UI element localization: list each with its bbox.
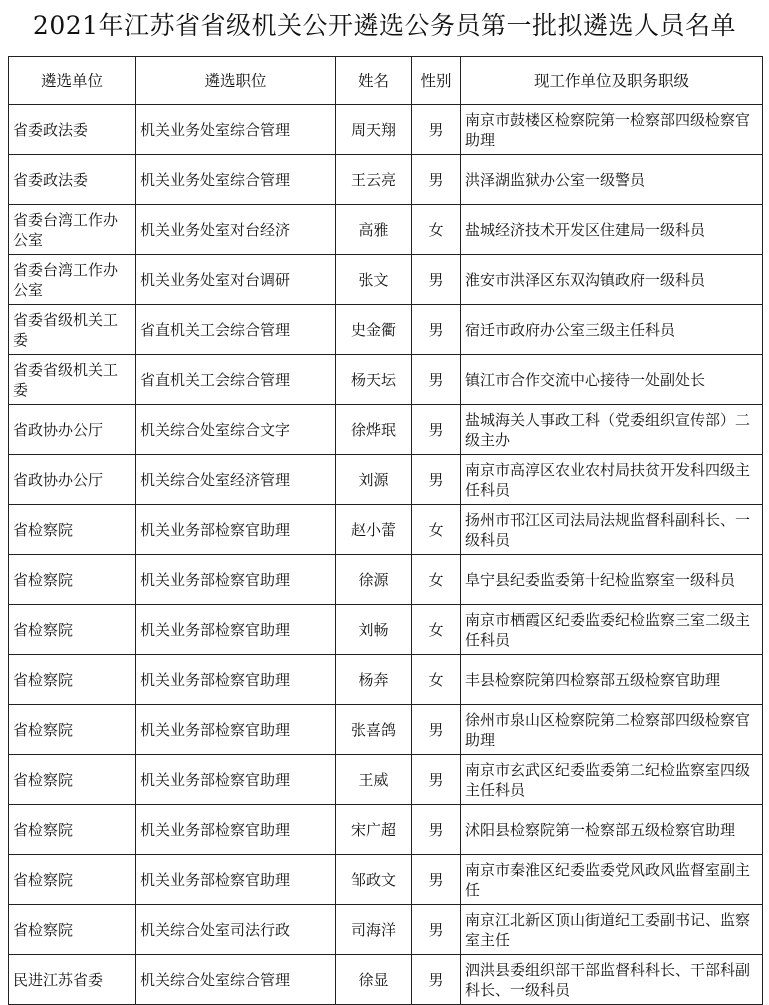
cell-gender: 男 (412, 905, 461, 955)
cell-position: 机关业务部检察官助理 (136, 505, 336, 555)
cell-current-post: 阜宁县纪委监委第十纪检监察室一级科员 (461, 555, 763, 605)
table-row (9, 405, 763, 455)
cell-position: 机关业务部检察官助理 (136, 855, 336, 905)
cell-name: 司海洋 (336, 905, 412, 955)
cell-name: 徐源 (336, 555, 412, 605)
column-header-name: 姓名 (336, 57, 412, 105)
table-row (9, 655, 763, 705)
candidate-table (8, 56, 763, 1005)
cell-current-post: 扬州市邗江区司法局法规监督科副科长、一级科员 (461, 505, 763, 555)
cell-name: 张文 (336, 255, 412, 305)
cell-current-post: 南京市秦淮区纪委监委党风政风监督室副主任 (461, 855, 763, 905)
cell-position: 机关业务处室对台调研 (136, 255, 336, 305)
cell-unit: 省委政法委 (9, 105, 136, 155)
cell-gender: 男 (412, 405, 461, 455)
cell-position: 机关业务处室综合管理 (136, 155, 336, 205)
cell-unit: 省检察院 (9, 855, 136, 905)
cell-unit: 省委台湾工作办公室 (9, 205, 136, 255)
cell-current-post: 盐城海关人事政工科（党委组织宣传部）二级主办 (461, 405, 763, 455)
table-row (9, 155, 763, 205)
header-row (9, 57, 763, 105)
cell-current-post: 南京市栖霞区纪委监委纪检监察三室二级主任科员 (461, 605, 763, 655)
cell-unit: 省检察院 (9, 555, 136, 605)
cell-unit: 省检察院 (9, 605, 136, 655)
cell-position: 机关业务处室综合管理 (136, 105, 336, 155)
table-row (9, 355, 763, 405)
table-row (9, 605, 763, 655)
cell-current-post: 南京市鼓楼区检察院第一检察部四级检察官助理 (461, 105, 763, 155)
table-row (9, 755, 763, 805)
cell-unit: 省政协办公厅 (9, 405, 136, 455)
cell-current-post: 沭阳县检察院第一检察部五级检察官助理 (461, 805, 763, 855)
cell-unit: 省委省级机关工委 (9, 305, 136, 355)
column-header-current-post: 现工作单位及职务职级 (461, 57, 763, 105)
cell-position: 机关业务部检察官助理 (136, 655, 336, 705)
cell-name: 高雅 (336, 205, 412, 255)
table-row (9, 205, 763, 255)
table-row (9, 455, 763, 505)
cell-name: 徐烨珉 (336, 405, 412, 455)
cell-gender: 男 (412, 855, 461, 905)
cell-gender: 男 (412, 755, 461, 805)
cell-unit: 省检察院 (9, 905, 136, 955)
cell-unit: 省委省级机关工委 (9, 355, 136, 405)
cell-current-post: 盐城经济技术开发区住建局一级科员 (461, 205, 763, 255)
cell-name: 王威 (336, 755, 412, 805)
column-header-position: 遴选职位 (136, 57, 336, 105)
cell-name: 徐显 (336, 955, 412, 1005)
cell-unit: 省检察院 (9, 755, 136, 805)
cell-unit: 民进江苏省委 (9, 955, 136, 1005)
cell-unit: 省检察院 (9, 655, 136, 705)
table-row (9, 505, 763, 555)
cell-gender: 女 (412, 655, 461, 705)
cell-name: 宋广超 (336, 805, 412, 855)
table-row (9, 905, 763, 955)
cell-gender: 女 (412, 505, 461, 555)
cell-position: 省直机关工会综合管理 (136, 355, 336, 405)
cell-position: 机关业务部检察官助理 (136, 755, 336, 805)
cell-gender: 女 (412, 555, 461, 605)
cell-position: 省直机关工会综合管理 (136, 305, 336, 355)
cell-gender: 男 (412, 105, 461, 155)
cell-current-post: 镇江市合作交流中心接待一处副处长 (461, 355, 763, 405)
cell-name: 周天翔 (336, 105, 412, 155)
table-header (9, 57, 763, 105)
table-row (9, 555, 763, 605)
cell-current-post: 徐州市泉山区检察院第二检察部四级检察官助理 (461, 705, 763, 755)
cell-name: 杨奔 (336, 655, 412, 705)
cell-gender: 女 (412, 605, 461, 655)
cell-gender: 男 (412, 705, 461, 755)
table-row (9, 855, 763, 905)
cell-position: 机关综合处室综合文字 (136, 405, 336, 455)
cell-gender: 女 (412, 205, 461, 255)
cell-position: 机关综合处室司法行政 (136, 905, 336, 955)
cell-unit: 省政协办公厅 (9, 455, 136, 505)
cell-current-post: 南京市高淳区农业农村局扶贫开发科四级主任科员 (461, 455, 763, 505)
cell-name: 刘源 (336, 455, 412, 505)
cell-gender: 男 (412, 255, 461, 305)
cell-position: 机关业务部检察官助理 (136, 605, 336, 655)
column-header-gender: 性别 (412, 57, 461, 105)
cell-unit: 省委政法委 (9, 155, 136, 205)
cell-position: 机关业务部检察官助理 (136, 705, 336, 755)
cell-name: 张喜鸽 (336, 705, 412, 755)
table-row (9, 805, 763, 855)
cell-current-post: 宿迁市政府办公室三级主任科员 (461, 305, 763, 355)
cell-position: 机关综合处室综合管理 (136, 955, 336, 1005)
cell-gender: 男 (412, 455, 461, 505)
cell-current-post: 淮安市洪泽区东双沟镇政府一级科员 (461, 255, 763, 305)
cell-name: 赵小蕾 (336, 505, 412, 555)
table-row (9, 105, 763, 155)
cell-position: 机关业务处室对台经济 (136, 205, 336, 255)
page-title: 2021年江苏省省级机关公开遴选公务员第一批拟遴选人员名单 (32, 11, 737, 40)
cell-name: 杨天坛 (336, 355, 412, 405)
cell-current-post: 泗洪县委组织部干部监督科科长、干部科副科长、一级科员 (461, 955, 763, 1005)
table-row (9, 705, 763, 755)
column-header-unit: 遴选单位 (9, 57, 136, 105)
cell-unit: 省检察院 (9, 505, 136, 555)
cell-position: 机关业务部检察官助理 (136, 555, 336, 605)
cell-current-post: 洪泽湖监狱办公室一级警员 (461, 155, 763, 205)
cell-name: 史金衢 (336, 305, 412, 355)
cell-gender: 男 (412, 805, 461, 855)
cell-name: 邹政文 (336, 855, 412, 905)
table-body (9, 105, 763, 1005)
cell-position: 机关综合处室经济管理 (136, 455, 336, 505)
cell-current-post: 丰县检察院第四检察部五级检察官助理 (461, 655, 763, 705)
table-row (9, 955, 763, 1005)
cell-unit: 省检察院 (9, 805, 136, 855)
cell-gender: 男 (412, 305, 461, 355)
cell-current-post: 南京市玄武区纪委监委第二纪检监察室四级主任科员 (461, 755, 763, 805)
cell-gender: 男 (412, 955, 461, 1005)
table-row (9, 255, 763, 305)
cell-gender: 男 (412, 355, 461, 405)
cell-gender: 男 (412, 155, 461, 205)
cell-unit: 省检察院 (9, 705, 136, 755)
cell-unit: 省委台湾工作办公室 (9, 255, 136, 305)
cell-name: 王云亮 (336, 155, 412, 205)
cell-position: 机关业务部检察官助理 (136, 805, 336, 855)
cell-current-post: 南京江北新区顶山街道纪工委副书记、监察室主任 (461, 905, 763, 955)
table-row (9, 305, 763, 355)
cell-name: 刘畅 (336, 605, 412, 655)
